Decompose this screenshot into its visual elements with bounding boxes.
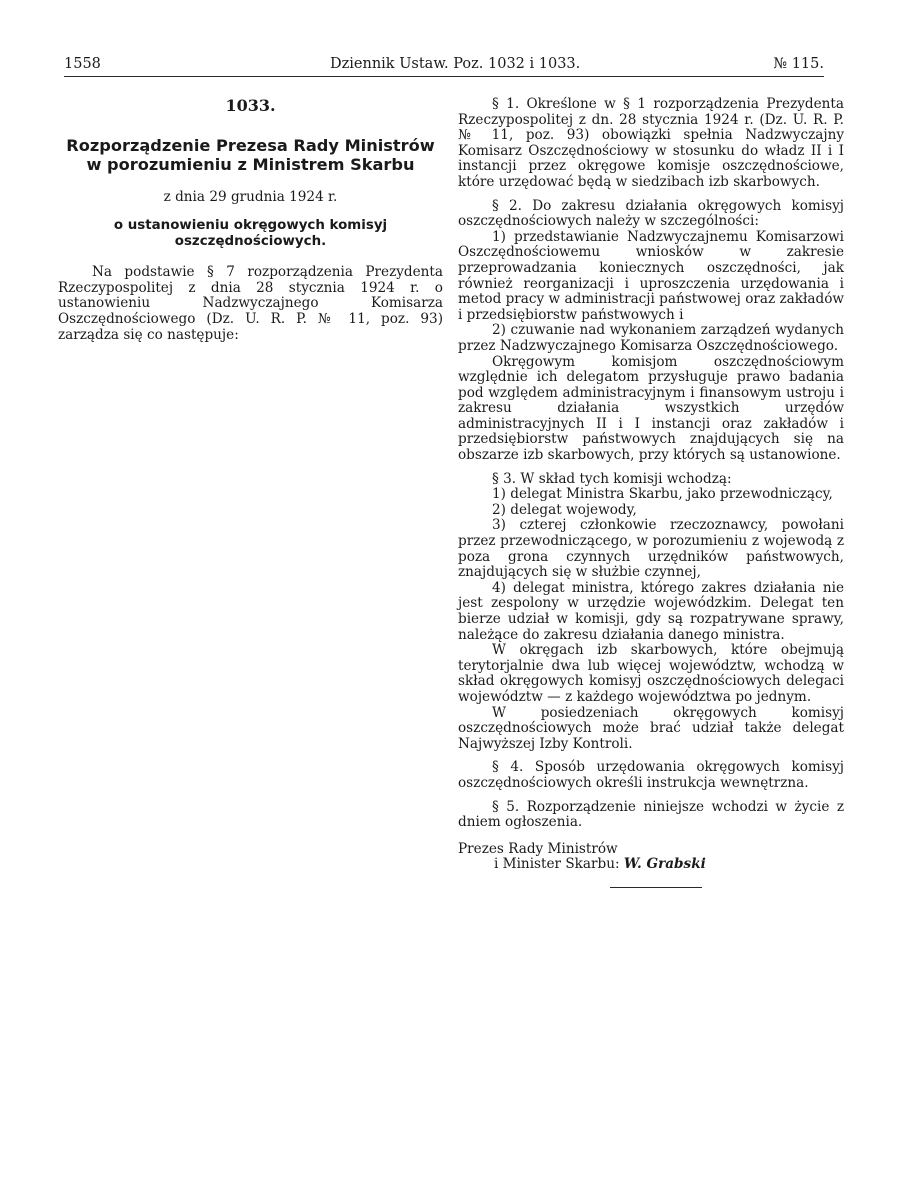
signature-role: i Minister Skarbu:	[494, 856, 620, 873]
section-3-item-1: 1) delegat Ministra Skarbu, jako przewodniczący,	[492, 486, 833, 503]
signature-line-1: Prezes Rady Ministrów	[458, 840, 618, 857]
header-rule	[64, 76, 824, 77]
decree-date: z dnia 29 grudnia 1924 r.	[163, 188, 338, 205]
preamble: Na podstawie § 7 rozporządzenia Prezydenta Rzeczypospolitej z dnia 28 stycznia 1924 r. o ustanowieniu Nadzwyczajnego Komisarza Oszczędnościowego (Dz. U. R. P. № 11, poz. 93) zarządza się co następuje:	[58, 264, 443, 343]
section-3-paragraph-2: W posiedzeniach okręgowych komisyj oszczędnościowych może brać udział także delegat Najwyższej Izby Kontroli.	[458, 704, 844, 752]
decree-number: 1033.	[225, 96, 276, 115]
section-3-item-3: 3) czterej członkowie rzeczoznawcy, powołani przez przewodniczącego, w porozumieniu z wojewodą z poza grona czynnych urzędników państwowych, znajdujących się w służbie czynnej,	[458, 517, 844, 581]
section-3-paragraph-1: W okręgach izb skarbowych, które obejmują terytorjalnie dwa lub więcej województw, wchodzą w skład okręgowych komisyj oszczędnościowych delegaci województw — z każdego województwa po jednym.	[458, 642, 844, 705]
right-column	[458, 97, 844, 888]
signature-line-2	[458, 857, 844, 873]
left-column	[58, 98, 443, 343]
section-3-item-2: 2) delegat wojewody,	[492, 501, 637, 518]
signature-block	[458, 842, 844, 873]
decree-subject: o ustanowieniu okręgowych komisyj oszczędnościowych.	[113, 218, 388, 250]
decree-title: Rozporządzenie Prezesa Rady Ministrów w porozumieniu z Ministrem Skarbu	[66, 135, 435, 174]
running-title: Dziennik Ustaw. Poz. 1032 i 1033.	[330, 56, 581, 72]
section-2-paragraph: Okręgowym komisjom oszczędnościowym względnie ich delegatom przysługuje prawo badania pod względem administracyjnym i finansowym ustroju i zakresu działania wszystkich urzędów administracyjnych II i I instancji oraz zakładów i przedsiębiorstw państwowych znajdujących się na obszarze izb skarbowych, przy których są ustanowione.	[458, 353, 844, 464]
section-5: § 5. Rozporządzenie niniejsze wchodzi w życie z dniem ogłoszenia.	[458, 798, 844, 831]
page-header	[64, 54, 824, 76]
section-2-intro: § 2. Do zakresu działania okręgowych komisyj oszczędnościowych należy w szczególności:	[458, 197, 844, 230]
section-4: § 4. Sposób urzędowania okręgowych komisyj oszczędnościowych określi instrukcja wewnętrzna.	[458, 759, 844, 791]
section-2-item-2: 2) czuwanie nad wykonaniem zarządzeń wydanych przez Nadzwyczajnego Komisarza Oszczędnościowego.	[458, 322, 844, 354]
section-1: § 1. Określone w § 1 rozporządzenia Prezydenta Rzeczypospolitej z dn. 28 stycznia 1924 r. (Dz. U. R. P. № 11, poz. 93) obowiązki spełnia Nadzwyczajny Komisarz Oszczędnościowy w stosunku do władz II i I instancji przez okręgowe komisje oszczędnościowe, które urzędować będą w siedzibach izb skarbowych.	[458, 96, 844, 190]
signature-name: W. Grabski	[623, 856, 706, 873]
section-2-item-1: 1) przedstawianie Nadzwyczajnemu Komisarzowi Oszczędnościowemu wniosków w zakresie przeprowadzania koniecznych oszczędności, jak również reorganizacji i uproszczenia urzędowania i metod pracy w administracji państwowej oraz zakładów i przedsiębiorstw państwowych i	[458, 228, 845, 323]
section-3-intro: § 3. W skład tych komisji wchodzą:	[492, 470, 732, 487]
section-3-item-4: 4) delegat ministra, którego zakres działania nie jest zespolony w urzędzie wojewódzkim. Delegat ten bierze udział w komisji, gdy są rozpatrywane sprawy, należące do zakresu działania danego ministra.	[458, 579, 844, 643]
page-number: 1558	[64, 56, 101, 72]
end-rule	[610, 887, 702, 888]
issue-number: № 115.	[773, 56, 824, 72]
